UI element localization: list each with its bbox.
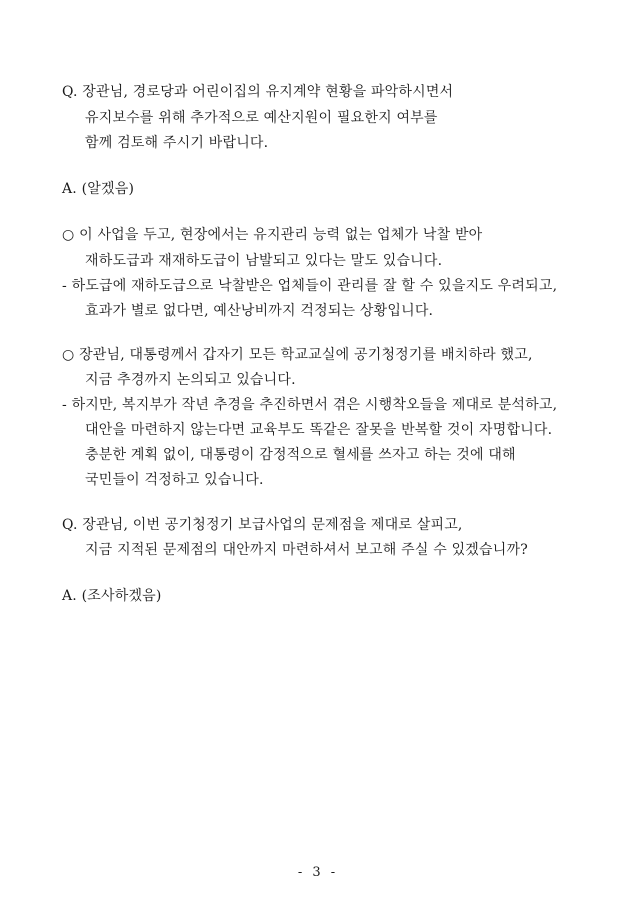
question-1-line-3: 함께 검토해 주시기 바랍니다. bbox=[85, 135, 269, 151]
paragraph-1-line-2: 재하도급과 재재하도급이 남발되고 있다는 말도 있습니다. bbox=[85, 253, 443, 269]
question-1-line-2: 유지보수를 위해 추가적으로 예산지원이 필요한지 여부를 bbox=[85, 110, 438, 126]
paragraph-2-line-2: 지금 추경까지 논의되고 있습니다. bbox=[85, 372, 296, 388]
page-number: - 3 - bbox=[297, 865, 339, 880]
paragraph-2-line-5: 충분한 계획 없이, 대통령이 감정적으로 혈세를 쓰자고 하는 것에 대해 bbox=[85, 447, 516, 463]
answer-1: A. (알겠음) bbox=[62, 181, 135, 197]
answer-2: A. (조사하겠음) bbox=[62, 588, 162, 604]
paragraph-2-line-6: 국민들이 걱정하고 있습니다. bbox=[85, 472, 264, 488]
paragraph-2-line-1: ○ 장관님, 대통령께서 갑자기 모든 학교교실에 공기청정기를 배치하라 했고, bbox=[62, 347, 533, 363]
paragraph-2-line-4: 대안을 마련하지 않는다면 교육부도 똑같은 잘못을 반복할 것이 자명합니다. bbox=[85, 422, 553, 438]
paragraph-2-line-3: - 하지만, 복지부가 작년 추경을 추진하면서 겪은 시행착오들을 제대로 분석하고, bbox=[62, 397, 558, 413]
paragraph-1-line-4: 효과가 별로 없다면, 예산낭비까지 걱정되는 상황입니다. bbox=[85, 303, 434, 319]
question-1-line-1: Q. 장관님, 경로당과 어린이집의 유지계약 현황을 파악하시면서 bbox=[62, 84, 454, 100]
paragraph-1-line-1: ○ 이 사업을 두고, 현장에서는 유지관리 능력 없는 업체가 낙찰 받아 bbox=[62, 227, 483, 243]
question-2-line-1: Q. 장관님, 이번 공기청정기 보급사업의 문제점을 제대로 살피고, bbox=[62, 517, 463, 533]
paragraph-1-line-3: - 하도급에 재하도급으로 낙찰받은 업체들이 관리를 잘 할 수 있을지도 우려되고, bbox=[62, 278, 558, 294]
question-2-line-2: 지금 지적된 문제점의 대안까지 마련하셔서 보고해 주실 수 있겠습니까? bbox=[85, 542, 528, 558]
